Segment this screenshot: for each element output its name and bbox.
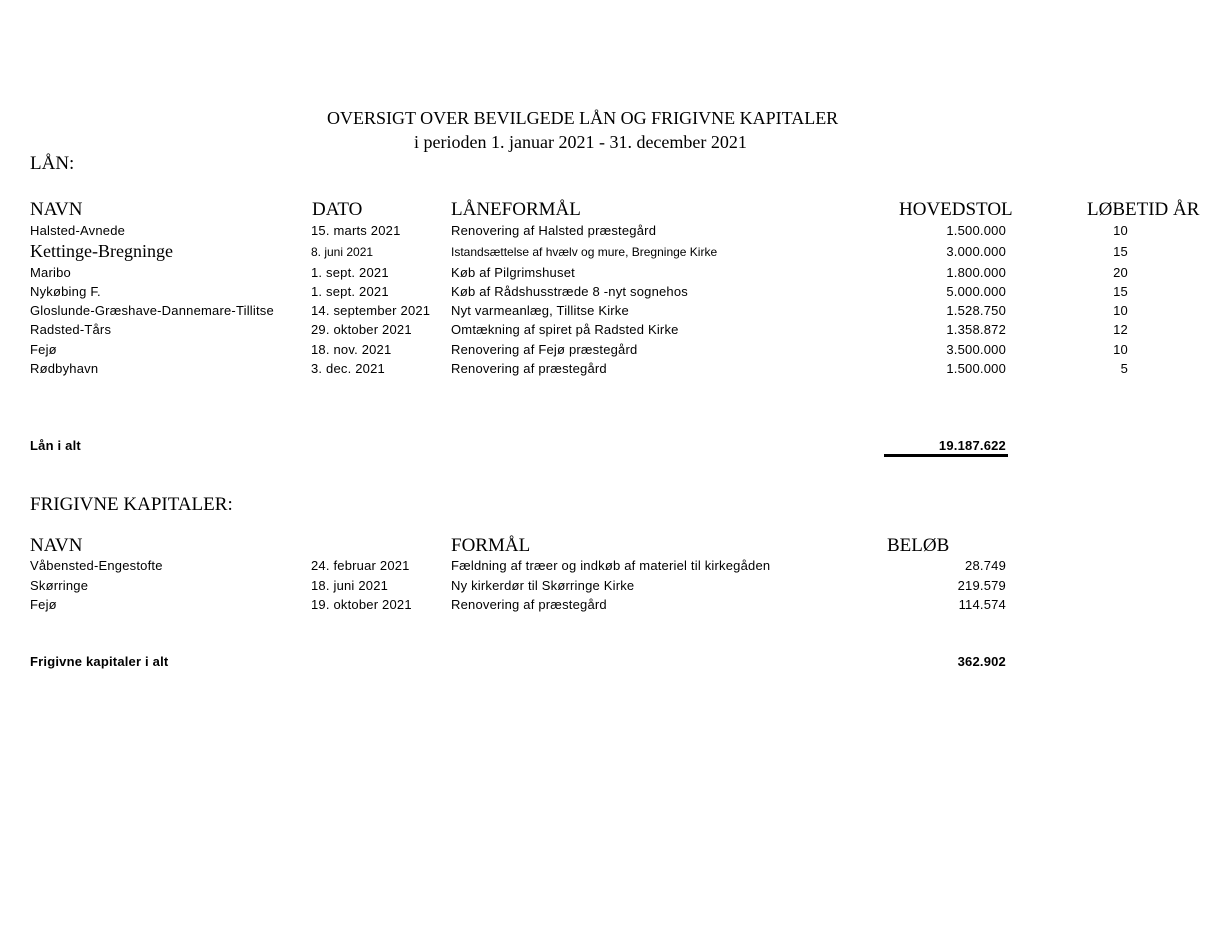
loan-row-name: Rødbyhavn [30,361,99,376]
loan-row-name: Nykøbing F. [30,284,101,299]
loan-row-name: Gloslunde-Græshave-Dannemare-Tillitse [30,303,274,318]
capitals-header-amount: BELØB [887,535,950,556]
loan-row-term: 15 [1113,284,1128,299]
loan-row-date: 18. nov. 2021 [311,342,392,357]
loans-total-value: 19.187.622 [938,438,1006,453]
capital-row-purpose: Fældning af træer og indkøb af materiel til kirkegåden [451,558,771,573]
loan-row-date: 14. september 2021 [311,303,431,318]
capital-row-date: 24. februar 2021 [311,558,410,573]
capitals-total-value: 362.902 [957,654,1006,669]
capital-row-amount: 28.749 [965,558,1006,573]
loan-row-date: 29. oktober 2021 [311,322,412,337]
loan-row-principal: 1.358.872 [946,322,1006,337]
loan-row-purpose: Renovering af præstegård [451,361,607,376]
loans-header-name: NAVN [30,199,83,220]
capital-row-amount: 114.574 [958,597,1006,612]
loan-row-name: Halsted-Avnede [30,223,126,238]
capital-row-date: 18. juni 2021 [311,578,389,593]
loan-row-principal: 1.500.000 [946,361,1006,376]
capital-row-date: 19. oktober 2021 [311,597,412,612]
total-underline [884,454,1008,457]
page-subtitle: i perioden 1. januar 2021 - 31. december 2021 [414,132,747,152]
capital-row-purpose: Ny kirkerdør til Skørringe Kirke [451,578,635,593]
loan-row-term: 15 [1113,244,1128,259]
loans-header-purpose: LÅNEFORMÅL [451,199,581,220]
capital-row-name: Skørringe [30,578,89,593]
loan-row-date: 1. sept. 2021 [311,284,389,299]
loans-total-label: Lån i alt [30,438,81,453]
loan-row-purpose: Istandsættelse af hvælv og mure, Bregninge Kirke [451,245,718,259]
page-title: OVERSIGT OVER BEVILGEDE LÅN OG FRIGIVNE KAPITALER [327,108,839,128]
loan-row-date: 1. sept. 2021 [311,265,389,280]
loan-row-term: 10 [1113,303,1128,318]
loan-row-purpose: Renovering af Fejø præstegård [451,342,638,357]
loans-section-label: LÅN: [30,153,75,174]
capitals-header-purpose: FORMÅL [451,535,531,556]
capitals-header-name: NAVN [30,535,83,556]
loan-row-principal: 1.500.000 [946,223,1006,238]
loan-row-name: Fejø [30,342,57,357]
loan-row-term: 5 [1120,361,1128,376]
capital-row-purpose: Renovering af præstegård [451,597,607,612]
loan-row-date: 15. marts 2021 [311,223,401,238]
loan-row-principal: 5.000.000 [946,284,1006,299]
capitals-section-label: FRIGIVNE KAPITALER: [30,494,233,515]
loan-row-term: 10 [1113,223,1128,238]
capital-row-name: Fejø [30,597,57,612]
loan-row-name: Maribo [30,265,71,280]
loans-header-principal: HOVEDSTOL [899,199,1013,220]
loan-row-purpose: Køb af Rådshusstræde 8 -nyt sognehos [451,284,688,299]
loan-row-principal: 1.800.000 [946,265,1006,280]
loan-row-name: Radsted-Tårs [30,322,112,337]
loan-row-purpose: Nyt varmeanlæg, Tillitse Kirke [451,303,629,318]
loan-row-date: 8. juni 2021 [311,245,374,259]
capital-row-amount: 219.579 [957,578,1006,593]
loan-row-date: 3. dec. 2021 [311,361,385,376]
loan-row-purpose: Køb af Pilgrimshuset [451,265,575,280]
loan-row-purpose: Omtækning af spiret på Radsted Kirke [451,322,679,337]
loan-row-principal: 3.500.000 [946,342,1006,357]
loan-row-name: Kettinge-Bregninge [30,241,173,261]
loan-row-purpose: Renovering af Halsted præstegård [451,223,657,238]
loan-row-principal: 1.528.750 [946,303,1006,318]
loan-row-term: 10 [1113,342,1128,357]
loans-header-date: DATO [312,199,363,220]
capitals-total-label: Frigivne kapitaler i alt [30,654,169,669]
loan-row-term: 20 [1113,265,1128,280]
loans-header-term: LØBETID ÅR [1087,199,1200,220]
capital-row-name: Våbensted-Engestofte [30,558,163,573]
loan-row-term: 12 [1113,322,1128,337]
loan-row-principal: 3.000.000 [946,244,1006,259]
